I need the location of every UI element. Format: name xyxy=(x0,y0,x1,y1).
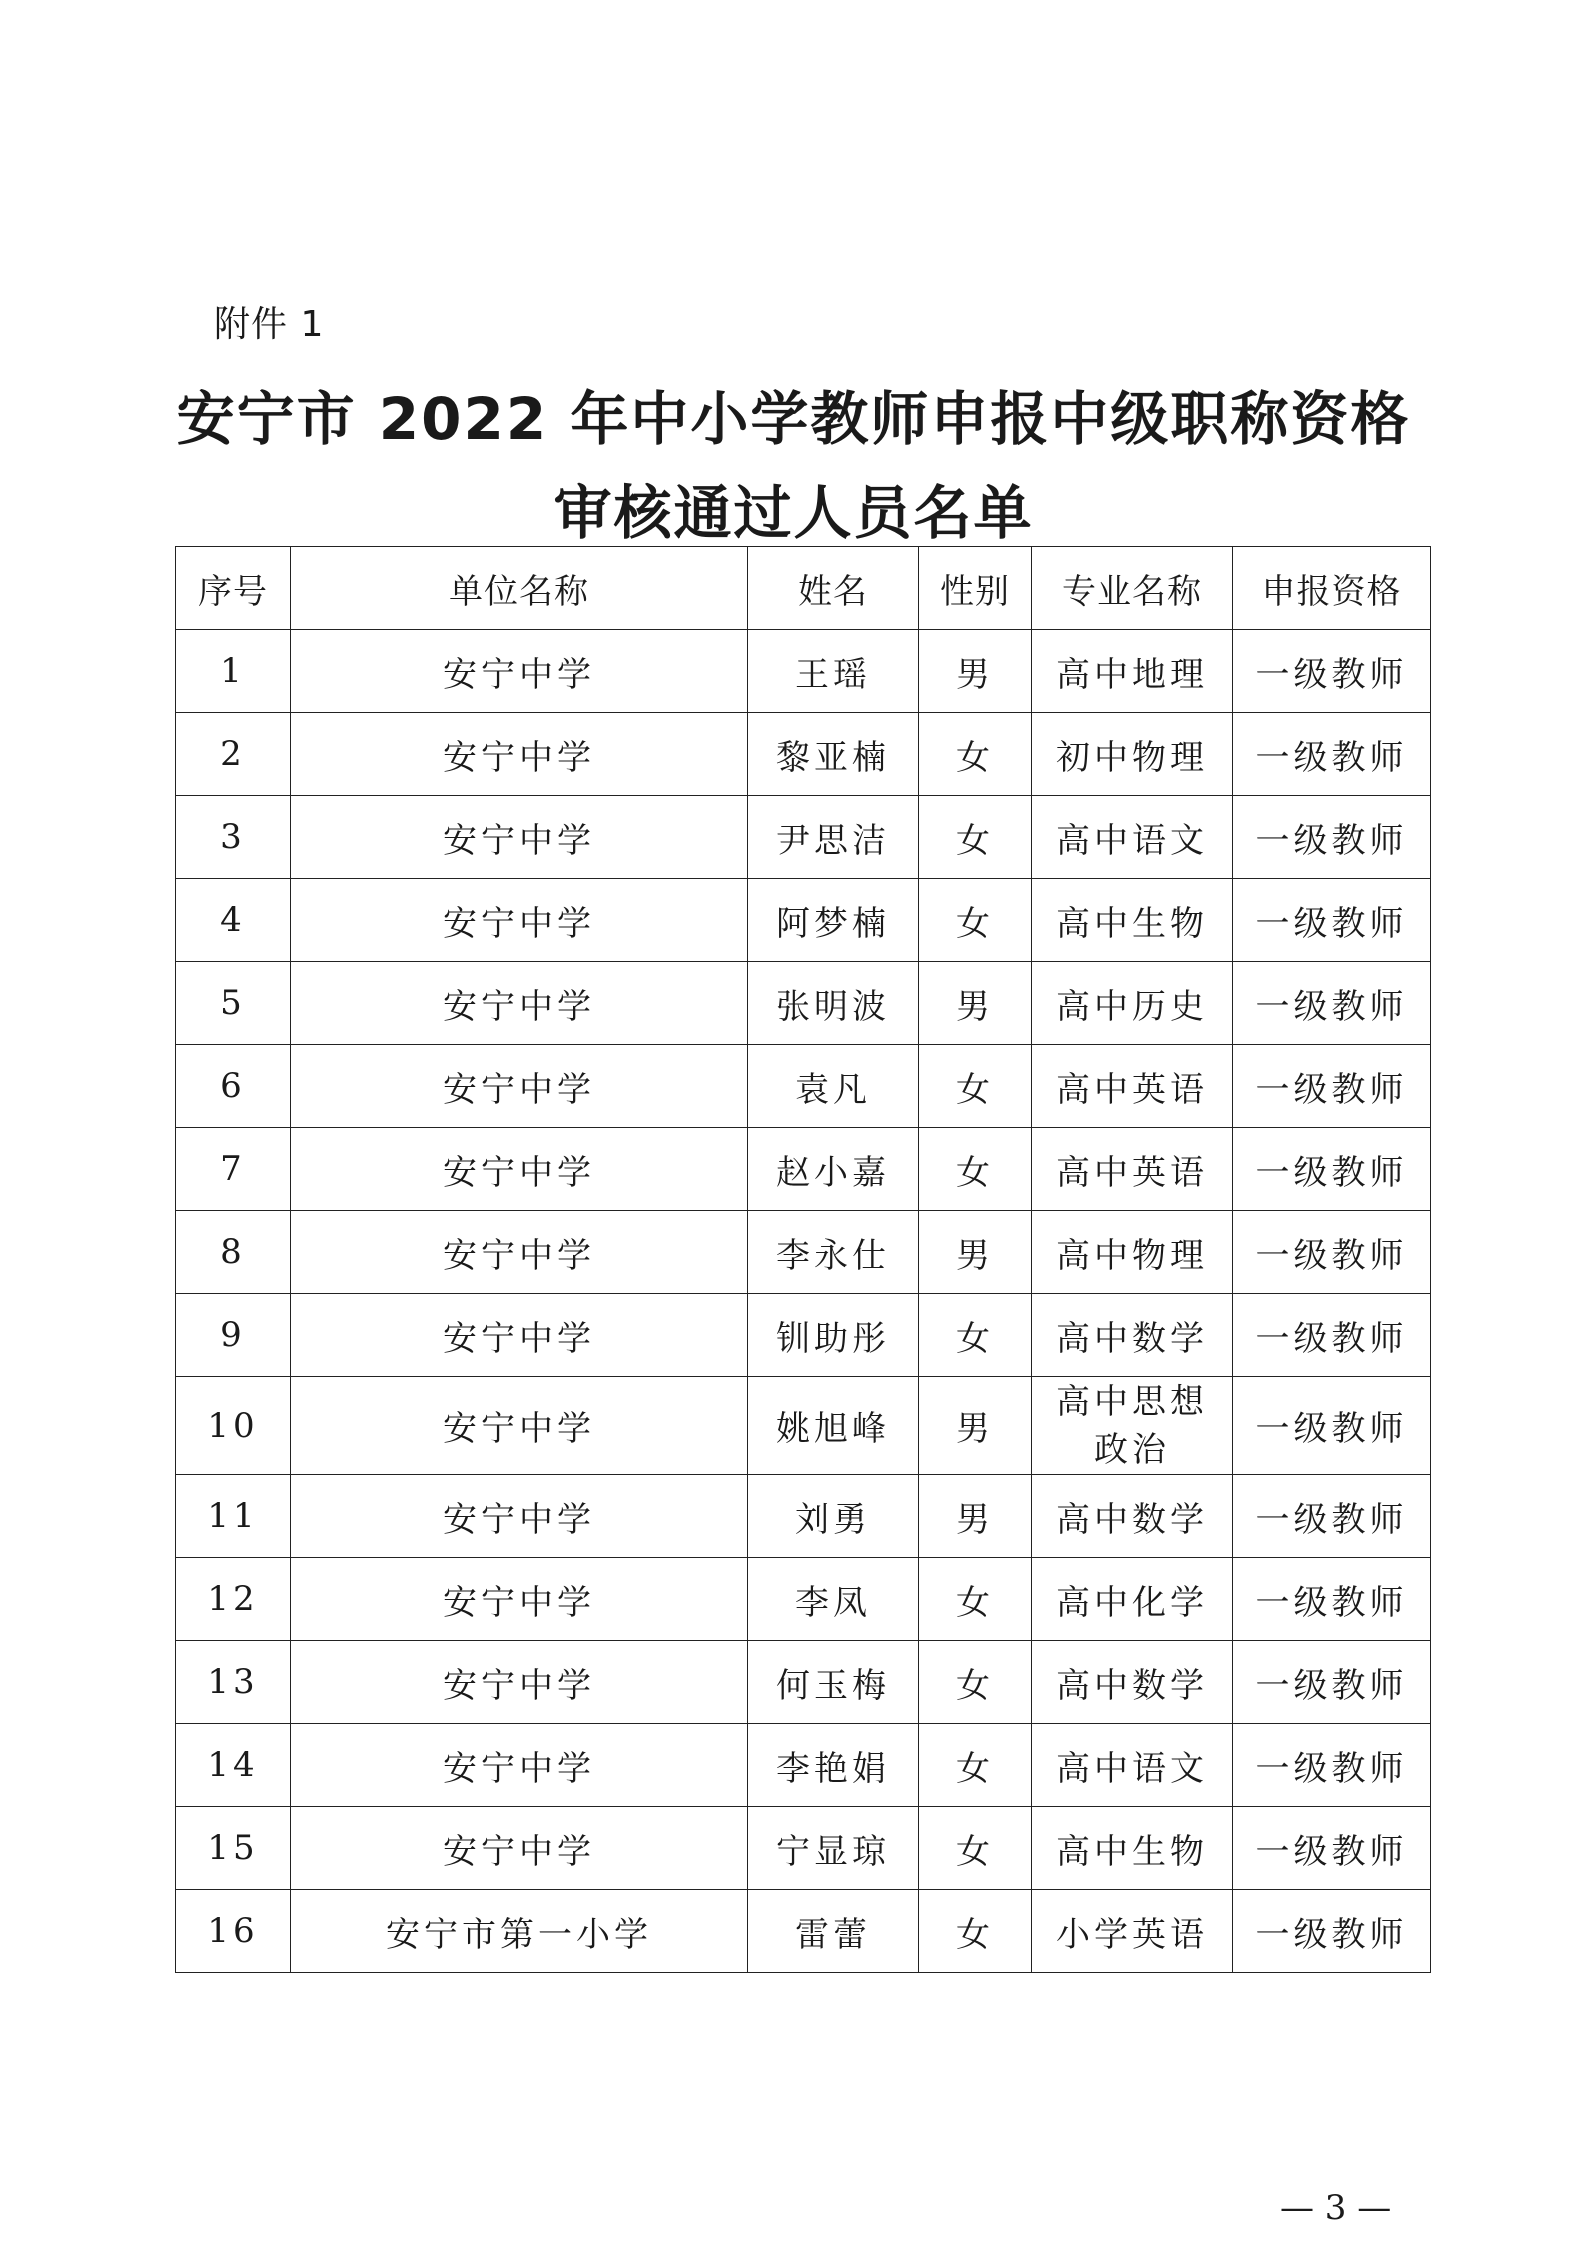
row-qualification: 一级教师 xyxy=(1233,1641,1431,1724)
row-gender: 女 xyxy=(919,1641,1032,1724)
table-row xyxy=(176,879,1431,962)
row-no: 5 xyxy=(176,962,291,1045)
row-unit: 安宁中学 xyxy=(291,1807,748,1890)
row-no: 6 xyxy=(176,1045,291,1128)
table-row xyxy=(176,962,1431,1045)
row-qualification: 一级教师 xyxy=(1233,713,1431,796)
row-gender: 男 xyxy=(919,1475,1032,1558)
row-major: 高中数学 xyxy=(1032,1475,1233,1558)
row-qualification: 一级教师 xyxy=(1233,1890,1431,1973)
row-gender: 男 xyxy=(919,630,1032,713)
row-unit: 安宁中学 xyxy=(291,1724,748,1807)
row-gender: 男 xyxy=(919,1211,1032,1294)
row-major: 高中语文 xyxy=(1032,796,1233,879)
row-name: 李凤 xyxy=(748,1558,919,1641)
table-row xyxy=(176,1294,1431,1377)
row-qualification: 一级教师 xyxy=(1233,1045,1431,1128)
row-gender: 女 xyxy=(919,1724,1032,1807)
row-major: 高中语文 xyxy=(1032,1724,1233,1807)
table-row xyxy=(176,1890,1431,1973)
row-major: 高中物理 xyxy=(1032,1211,1233,1294)
row-unit: 安宁中学 xyxy=(291,1475,748,1558)
row-gender: 女 xyxy=(919,1128,1032,1211)
row-no: 15 xyxy=(176,1807,291,1890)
row-no: 14 xyxy=(176,1724,291,1807)
row-no: 1 xyxy=(176,630,291,713)
row-name: 何玉梅 xyxy=(748,1641,919,1724)
row-qualification: 一级教师 xyxy=(1233,879,1431,962)
row-no: 8 xyxy=(176,1211,291,1294)
row-unit: 安宁中学 xyxy=(291,1377,748,1475)
row-major: 高中英语 xyxy=(1032,1045,1233,1128)
row-unit: 安宁中学 xyxy=(291,1558,748,1641)
row-major xyxy=(1032,1377,1233,1475)
row-unit: 安宁中学 xyxy=(291,1294,748,1377)
table-row xyxy=(176,1558,1431,1641)
row-no: 11 xyxy=(176,1475,291,1558)
header-name: 姓名 xyxy=(748,547,919,630)
row-name: 李艳娟 xyxy=(748,1724,919,1807)
attachment-label: 附件 1 xyxy=(214,304,325,345)
row-no: 10 xyxy=(176,1377,291,1475)
row-qualification: 一级教师 xyxy=(1233,1724,1431,1807)
table-row xyxy=(176,796,1431,879)
table-row xyxy=(176,1475,1431,1558)
row-unit: 安宁中学 xyxy=(291,1045,748,1128)
row-major: 高中数学 xyxy=(1032,1294,1233,1377)
row-unit: 安宁中学 xyxy=(291,1211,748,1294)
row-unit: 安宁中学 xyxy=(291,1641,748,1724)
row-name: 雷蕾 xyxy=(748,1890,919,1973)
row-major: 小学英语 xyxy=(1032,1890,1233,1973)
row-unit: 安宁中学 xyxy=(291,713,748,796)
row-gender: 女 xyxy=(919,796,1032,879)
header-major: 专业名称 xyxy=(1032,547,1233,630)
row-gender: 女 xyxy=(919,1294,1032,1377)
row-name: 宁显琼 xyxy=(748,1807,919,1890)
row-no: 16 xyxy=(176,1890,291,1973)
row-no: 2 xyxy=(176,713,291,796)
row-major: 高中生物 xyxy=(1032,1807,1233,1890)
row-name: 钏助彤 xyxy=(748,1294,919,1377)
table-row xyxy=(176,1807,1431,1890)
row-unit: 安宁中学 xyxy=(291,796,748,879)
row-major: 高中生物 xyxy=(1032,879,1233,962)
page-number: — 3 — xyxy=(1280,2188,1392,2228)
row-gender: 女 xyxy=(919,1807,1032,1890)
row-name: 姚旭峰 xyxy=(748,1377,919,1475)
table-row xyxy=(176,1045,1431,1128)
row-name: 尹思洁 xyxy=(748,796,919,879)
row-name: 王瑶 xyxy=(748,630,919,713)
row-major: 高中历史 xyxy=(1032,962,1233,1045)
row-no: 13 xyxy=(176,1641,291,1724)
table-row xyxy=(176,1377,1431,1475)
row-qualification: 一级教师 xyxy=(1233,962,1431,1045)
row-unit: 安宁中学 xyxy=(291,1128,748,1211)
header-unit: 单位名称 xyxy=(291,547,748,630)
row-gender: 女 xyxy=(919,1045,1032,1128)
table-row xyxy=(176,713,1431,796)
table-row xyxy=(176,1128,1431,1211)
row-gender: 女 xyxy=(919,1558,1032,1641)
row-major: 高中地理 xyxy=(1032,630,1233,713)
row-no: 4 xyxy=(176,879,291,962)
row-name: 袁凡 xyxy=(748,1045,919,1128)
row-unit: 安宁中学 xyxy=(291,879,748,962)
row-unit: 安宁中学 xyxy=(291,962,748,1045)
row-name: 张明波 xyxy=(748,962,919,1045)
row-name: 李永仕 xyxy=(748,1211,919,1294)
row-major: 高中化学 xyxy=(1032,1558,1233,1641)
table-row xyxy=(176,1724,1431,1807)
row-qualification: 一级教师 xyxy=(1233,1377,1431,1475)
row-qualification: 一级教师 xyxy=(1233,1211,1431,1294)
row-no: 12 xyxy=(176,1558,291,1641)
row-gender: 女 xyxy=(919,1890,1032,1973)
row-name: 黎亚楠 xyxy=(748,713,919,796)
document-title-line1: 安宁市 2022 年中小学教师申报中级职称资格 xyxy=(176,385,1411,453)
row-qualification: 一级教师 xyxy=(1233,630,1431,713)
row-major: 高中数学 xyxy=(1032,1641,1233,1724)
row-qualification: 一级教师 xyxy=(1233,796,1431,879)
row-qualification: 一级教师 xyxy=(1233,1294,1431,1377)
row-gender: 男 xyxy=(919,1377,1032,1475)
row-no: 7 xyxy=(176,1128,291,1211)
row-no: 9 xyxy=(176,1294,291,1377)
row-qualification: 一级教师 xyxy=(1233,1128,1431,1211)
header-qualification: 申报资格 xyxy=(1233,547,1431,630)
row-gender: 男 xyxy=(919,962,1032,1045)
major-line2: 政治 xyxy=(1094,1429,1170,1470)
table-row xyxy=(176,1641,1431,1724)
row-gender: 女 xyxy=(919,879,1032,962)
row-name: 刘勇 xyxy=(748,1475,919,1558)
row-unit: 安宁中学 xyxy=(291,630,748,713)
row-major: 初中物理 xyxy=(1032,713,1233,796)
row-qualification: 一级教师 xyxy=(1233,1807,1431,1890)
header-no: 序号 xyxy=(176,547,291,630)
row-no: 3 xyxy=(176,796,291,879)
table-row xyxy=(176,630,1431,713)
major-line1: 高中思想 xyxy=(1056,1381,1208,1422)
roster-table xyxy=(175,546,1431,1973)
row-major: 高中英语 xyxy=(1032,1128,1233,1211)
row-name: 赵小嘉 xyxy=(748,1128,919,1211)
row-unit: 安宁市第一小学 xyxy=(291,1890,748,1973)
table-row xyxy=(176,1211,1431,1294)
document-title-line2: 审核通过人员名单 xyxy=(553,479,1034,547)
row-gender: 女 xyxy=(919,713,1032,796)
row-qualification: 一级教师 xyxy=(1233,1475,1431,1558)
row-name: 阿梦楠 xyxy=(748,879,919,962)
row-qualification: 一级教师 xyxy=(1233,1558,1431,1641)
header-gender: 性别 xyxy=(919,547,1032,630)
table-header-row xyxy=(176,547,1431,630)
